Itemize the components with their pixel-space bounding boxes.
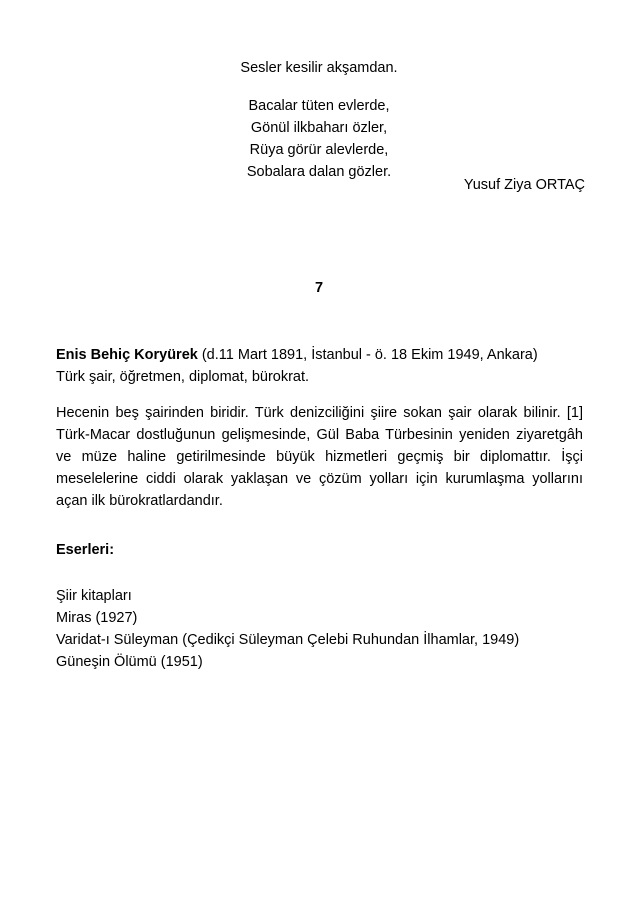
poem-intro — [0, 57, 638, 79]
bio-header — [56, 344, 583, 388]
bio-name: Enis Behiç Koryürek — [56, 347, 198, 363]
works-list-item: Güneşin Ölümü (1951) — [56, 654, 203, 670]
poem-line: Bacalar tüten evlerde, — [248, 98, 390, 114]
bio-occupation: Türk şair, öğretmen, diplomat, bürokrat. — [56, 369, 310, 385]
poem-line: Sobalara dalan gözler. — [246, 164, 392, 180]
bio-dates: (d.11 Mart 1891, İstanbul - ö. 18 Ekim 1949, Ankara) — [197, 347, 538, 363]
poem-line: Sesler kesilir akşamdan. — [240, 60, 398, 76]
page-number: 7 — [314, 280, 324, 296]
works-title: Eserleri: — [56, 542, 115, 558]
poem-line: Rüya görür alevlerde, — [249, 142, 389, 158]
poem-line: Gönül ilkbaharı özler, — [250, 120, 388, 136]
poem-stanza — [0, 95, 638, 183]
bio-paragraph: Hecenin beş şairinden biridir. Türk denizciliğini şiire sokan şair olarak bilinir. [1] Türk-Macar dostluğunun gelişmesinde, Gül Baba Türbesinin yeniden ziyaretgâh ve müze haline getirilmesinde büyük hizmetleri geçmiş bir diplomattır. İşçi meselelerine ciddi olarak yaklaşan ve çözüm yolları için kurumlaşma yollarını açan ilk bürokratlardandır. — [56, 405, 583, 509]
works-list-item: Varidat-ı Süleyman (Çedikçi Süleyman Çelebi Ruhundan İlhamlar, 1949) — [56, 632, 520, 648]
works-list-item: Miras (1927) — [56, 610, 138, 626]
bio-name-line — [56, 344, 583, 366]
works-list-item: Şiir kitapları — [56, 588, 132, 604]
works-list — [56, 585, 519, 673]
poem-author: Yusuf Ziya ORTAÇ — [463, 177, 585, 193]
